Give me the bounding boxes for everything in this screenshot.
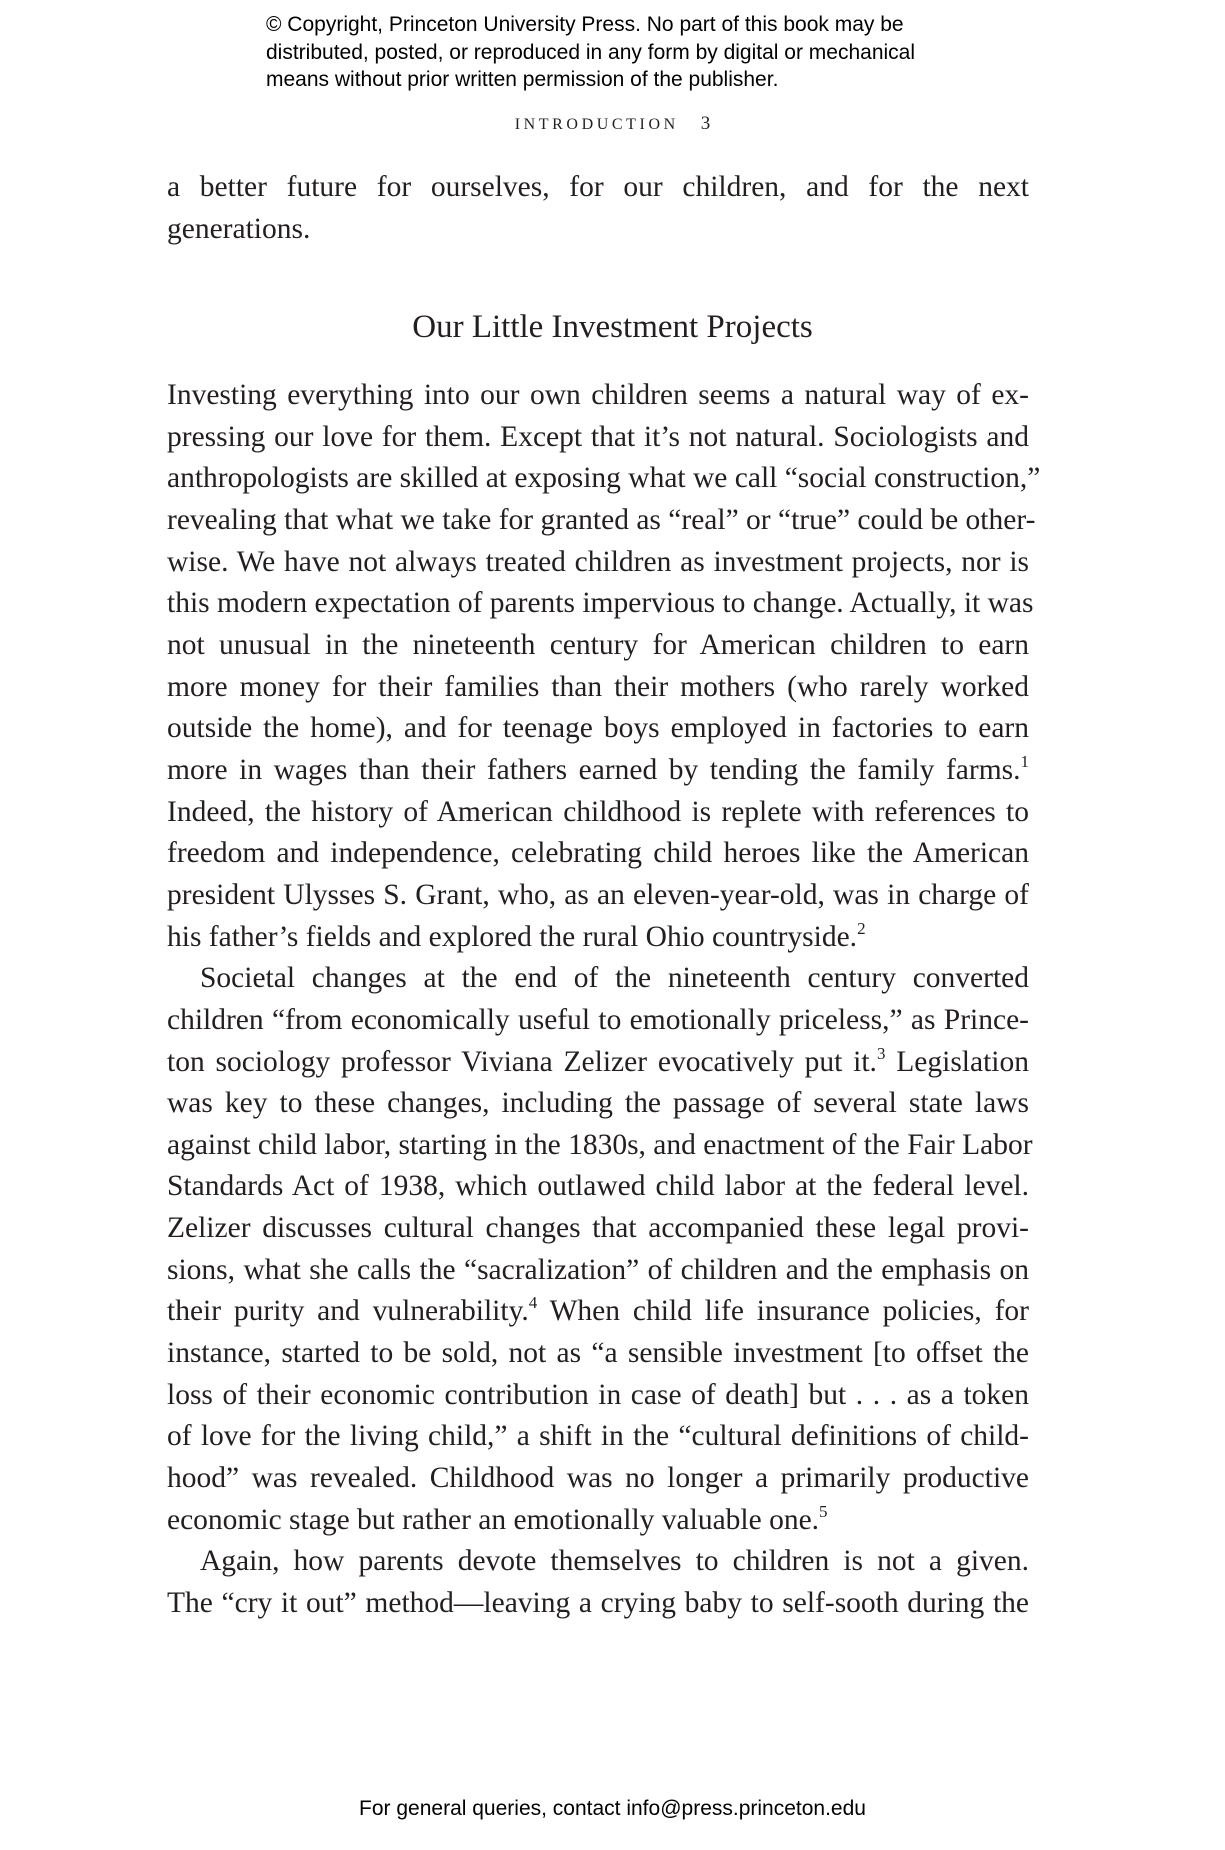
- copyright-line: distributed, posted, or reproduced in any form by digital or mechanical: [266, 40, 916, 64]
- text-line: instance, started to be sold, not as “a sensible investment [to offset the: [167, 1337, 1029, 1370]
- text-line: The “cry it out” method—leaving a crying baby to self-sooth during the: [167, 1587, 1029, 1620]
- opening-text: [167, 167, 1029, 250]
- text-line: [167, 1042, 1029, 1084]
- text-line: Zelizer discusses cultural changes that accompanied these legal provi-: [167, 1212, 1029, 1245]
- text-line: not unusual in the nineteenth century for American children to earn: [167, 628, 1029, 661]
- running-head-section: INTRODUCTION: [514, 116, 679, 133]
- text-line: Investing everything into our own children seems a natural way of ex-: [167, 379, 1029, 411]
- text-line: loss of their economic contribution in case of death] but . . . as a token: [167, 1378, 1029, 1411]
- copyright-notice: [266, 11, 986, 94]
- text-line: Again, how parents devote themselves to children is not a given.: [200, 1545, 1029, 1578]
- main-text: [167, 375, 1041, 1625]
- copyright-line: means without prior written permission of the publisher.: [266, 68, 779, 91]
- running-head: [0, 113, 1225, 135]
- text-line: sions, what she calls the “sacralization” of children and the emphasis on: [167, 1253, 1029, 1286]
- text-line: outside the home), and for teenage boys employed in factories to earn: [167, 712, 1029, 745]
- copyright-line: © Copyright, Princeton University Press. No part of this book may be: [266, 13, 904, 36]
- footnote-ref[interactable]: 5: [819, 1501, 828, 1521]
- text-line: [167, 750, 1029, 792]
- footnote-ref[interactable]: 1: [1020, 751, 1029, 771]
- text-line: wise. We have not always treated children as investment projects, nor is: [167, 545, 1029, 578]
- text-line: this modern expectation of parents impervious to change. Actually, it was: [167, 587, 1034, 620]
- text-line: more money for their families than their mothers (who rarely worked: [167, 670, 1029, 703]
- text-line: was key to these changes, including the passage of several state laws: [167, 1087, 1029, 1120]
- text-line-content: economic stage but rather an emotionally valuable one.: [167, 1503, 820, 1536]
- text-line-content: his father’s fields and explored the rural Ohio countryside.: [167, 920, 858, 953]
- text-line: [167, 1500, 1029, 1542]
- text-line-content: more in wages than their fathers earned by tending the family farms.: [167, 753, 1021, 786]
- text-line: president Ulysses S. Grant, who, as an eleven-year-old, was in charge of: [167, 878, 1029, 911]
- footer-contact: For general queries, contact info@press.princeton.edu: [359, 1797, 866, 1820]
- paragraph: [167, 1541, 1029, 1624]
- paragraph: [167, 375, 1041, 958]
- text-line: [167, 917, 1029, 959]
- footnote-ref[interactable]: 4: [528, 1293, 538, 1313]
- text-line: generations.: [167, 212, 311, 245]
- footnote-ref[interactable]: 2: [857, 918, 866, 938]
- text-line: pressing our love for them. Except that it’s not natural. Sociologists and: [167, 420, 1029, 453]
- page-number: 3: [700, 113, 711, 134]
- text-line-content: ton sociology professor Viviana Zelizer evocatively put it.: [167, 1045, 877, 1078]
- text-line: of love for the living child,” a shift in the “cultural definitions of child-: [167, 1420, 1029, 1453]
- text-line: hood” was revealed. Childhood was no longer a primarily productive: [167, 1462, 1029, 1495]
- text-line: [167, 1291, 1029, 1333]
- text-line-content: When child life insurance policies, for: [549, 1295, 1029, 1328]
- text-line: Indeed, the history of American childhood is replete with references to: [167, 795, 1029, 828]
- paragraph: [167, 958, 1033, 1541]
- text-line: Societal changes at the end of the nineteenth century converted: [200, 962, 1029, 995]
- text-line: against child labor, starting in the 1830s, and enactment of the Fair Labor: [167, 1128, 1033, 1161]
- section-heading: Our Little Investment Projects: [412, 309, 813, 345]
- text-line: a better future for ourselves, for our children, and for the next: [167, 171, 1029, 203]
- text-line: anthropologists are skilled at exposing what we call “social construction,”: [167, 462, 1041, 495]
- text-line: revealing that what we take for granted as “real” or “true” could be other-: [167, 503, 1036, 536]
- text-line-content: Legislation: [896, 1045, 1029, 1078]
- text-line-content: their purity and vulnerability.: [167, 1295, 529, 1328]
- text-line: freedom and independence, celebrating child heroes like the American: [167, 837, 1029, 870]
- text-line: children “from economically useful to emotionally priceless,” as Prince-: [167, 1003, 1029, 1036]
- footnote-ref[interactable]: 3: [876, 1043, 886, 1063]
- text-line: Standards Act of 1938, which outlawed child labor at the federal level.: [167, 1170, 1029, 1203]
